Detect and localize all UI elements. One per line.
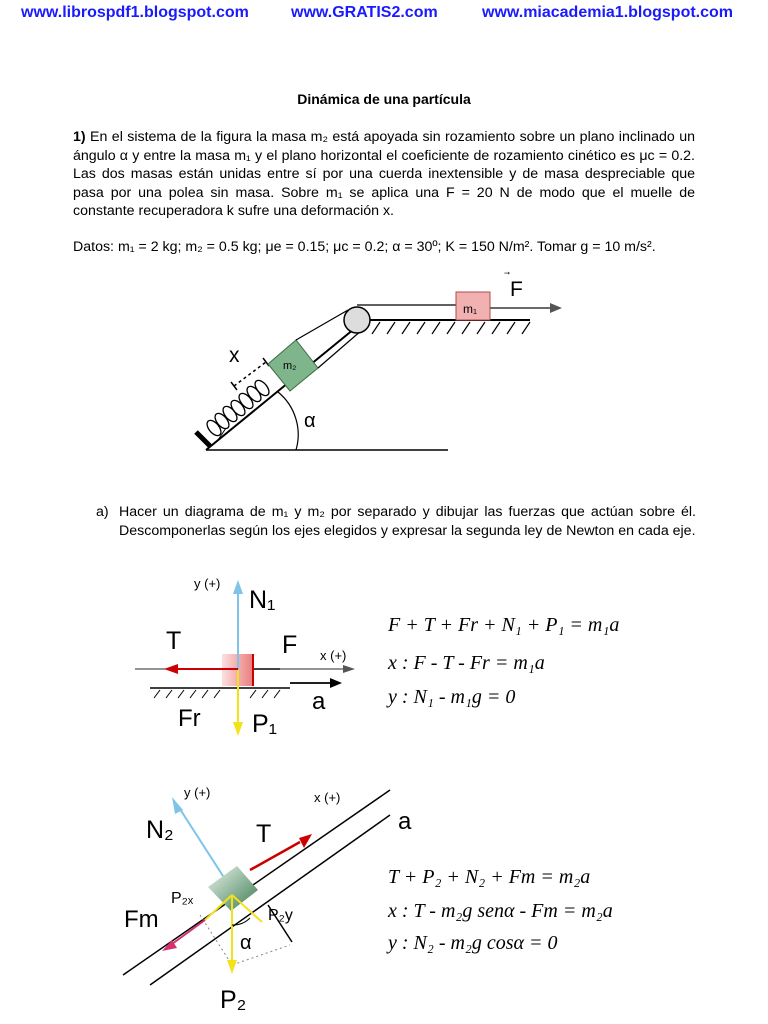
- d2-label-a: a: [398, 808, 412, 835]
- d2-equation-y: y : N₂ - m₂g cosα = 0: [388, 932, 558, 954]
- d2-y-axis-label: y (+): [184, 785, 211, 800]
- d2-label-P2x: P₂ₓ: [171, 890, 194, 907]
- d2-label-P2: P₂: [220, 986, 247, 1014]
- part-a-label: a): [96, 504, 109, 520]
- d2-label-N2: N₂: [146, 816, 174, 844]
- part-a-text: Hacer un diagrama de m₁ y m₂ por separado y dibujar las fuerzas que actúan sobre él. Descomponerlas según los ejes elegidos y expresar la segunda ley de Newton en cada eje.: [119, 504, 696, 539]
- d1-equation-vector: F + T + Fr + N₁ + P₁ = m₁a: [388, 614, 620, 636]
- problem-data: Datos: m₁ = 2 kg; m₂ = 0.5 kg; μe = 0.15; μc = 0.2; α = 30º; K = 150 N/m². Tomar g = 10 m/s².: [73, 239, 656, 255]
- d1-label-N1: N₁: [249, 586, 276, 614]
- page-title: Dinámica de una partícula: [297, 91, 471, 107]
- d1-label-Fr: Fr: [178, 705, 201, 732]
- d1-equation-x: x : F - T - Fr = m₁a: [388, 652, 545, 674]
- d1-label-F: F: [282, 631, 298, 659]
- problem-number: 1): [73, 129, 86, 145]
- d2-x-axis-label: x (+): [314, 790, 341, 805]
- figure-label-F: F: [510, 278, 523, 301]
- d2-label-T: T: [256, 820, 272, 848]
- d2-label-Fm: Fm: [124, 906, 159, 933]
- figure-label-m1: m₁: [463, 302, 478, 316]
- figure-label-alpha: α: [304, 410, 316, 432]
- problem-text: En el sistema de la figura la masa m₂ está apoyada sin rozamiento sobre un plano inclinado un ángulo α y entre la masa m₁ y el plano horizontal el coeficiente de rozamiento cinético es μc = 0.2. Las dos masas están unidas entre sí por una cuerda inextensible y de masa despreciable que pasa por una polea sin masa. Sobre m₁ se aplica una F = 20 N de modo que el muelle de constante recuperadora k sufre una deformación x.: [73, 129, 695, 219]
- d2-equation-vector: T + P₂ + N₂ + Fm = m₂a: [388, 866, 591, 888]
- d1-label-P1: P₁: [252, 710, 278, 738]
- d1-equation-y: y : N₁ - m₁g = 0: [388, 686, 516, 708]
- header-link-miacademia[interactable]: www.miacademia1.blogspot.com: [482, 4, 734, 21]
- d1-label-a: a: [312, 688, 326, 715]
- figure-label-x: x: [229, 344, 240, 367]
- d2-label-P2y: P₂y: [268, 907, 293, 924]
- d1-x-axis-label: x (+): [320, 648, 347, 663]
- d2-label-alpha: α: [240, 932, 252, 954]
- header-link-librospdf[interactable]: www.librospdf1.blogspot.com: [21, 4, 249, 21]
- d1-y-axis-label: y (+): [194, 576, 221, 591]
- d1-label-T: T: [166, 627, 182, 655]
- d2-equation-x: x : T - m₂g senα - Fm = m₂a: [388, 900, 613, 922]
- figure-label-m2: m₂: [283, 360, 297, 372]
- header-link-gratis2[interactable]: www.GRATIS2.com: [291, 4, 438, 21]
